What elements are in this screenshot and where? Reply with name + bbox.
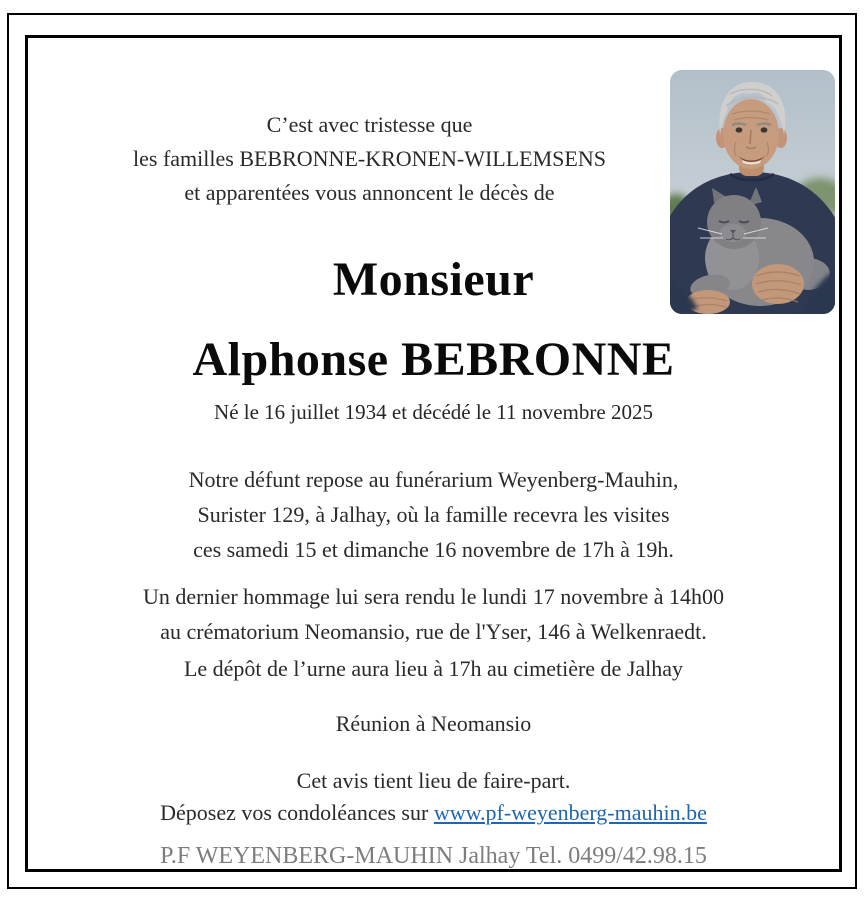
portrait-photo-illustration [670, 70, 835, 314]
reunion-line: Réunion à Neomansio [335, 711, 532, 736]
funeral-home-footer: P.F WEYENBERG-MAUHIN Jalhay Tel. 0499/42.98.15 [160, 843, 707, 869]
deceased-title: Monsieur [332, 253, 535, 306]
intro-line-3: et apparentées vous annoncent le décès de [184, 180, 555, 205]
urn-line: Le dépôt de l’urne aura lieu à 17h au cimetière de Jalhay [183, 656, 684, 681]
portrait-photo [670, 70, 835, 314]
hommage-line-2: au crématorium Neomansio, rue de l'Yser, 146 à Welkenraedt. [160, 619, 707, 644]
intro-line-1: C’est avec tristesse que [266, 112, 473, 137]
life-dates: Né le 16 juillet 1934 et décédé le 11 novembre 2025 [214, 400, 653, 424]
inner-border-frame [25, 35, 842, 872]
condolences-link[interactable]: www.pf-weyenberg-mauhin.be [433, 800, 707, 825]
repose-line-2: Surister 129, à Jalhay, où la famille recevra les visites [197, 502, 670, 527]
hommage-paragraph [28, 579, 839, 649]
repose-line-1: Notre défunt repose au funérarium Weyenberg-Mauhin, [188, 467, 679, 492]
condolences-text: Déposez vos condoléances sur [160, 800, 434, 825]
intro-line-2: les familles BEBRONNE-KRONEN-WILLEMSENS [133, 146, 606, 171]
hommage-line-1: Un dernier hommage lui sera rendu le lundi 17 novembre à 14h00 [142, 584, 724, 609]
condolences-line [28, 797, 839, 829]
announcement-content [28, 38, 839, 869]
outer-border-frame [7, 13, 857, 889]
notice-line: Cet avis tient lieu de faire-part. [296, 768, 571, 793]
repose-paragraph [28, 462, 839, 567]
deceased-name: Alphonse BEBRONNE [192, 333, 675, 386]
repose-line-3: ces samedi 15 et dimanche 16 novembre de 17h à 19h. [193, 537, 674, 562]
